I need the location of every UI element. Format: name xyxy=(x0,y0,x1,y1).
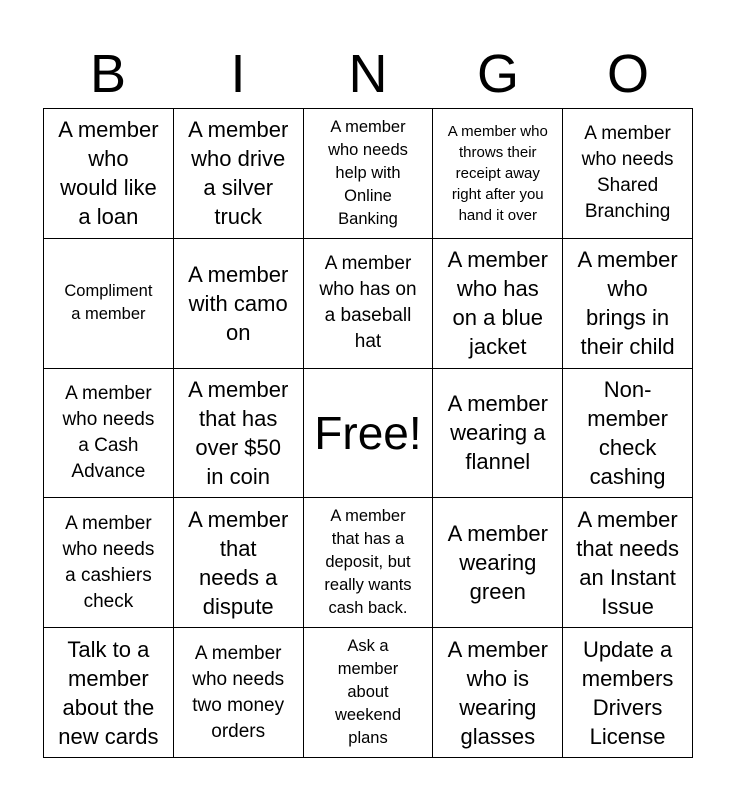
cell-text: Update a members Drivers License xyxy=(581,636,674,749)
header-letter-o: O xyxy=(606,44,649,104)
bingo-cell-1-5[interactable] xyxy=(563,109,693,239)
cell-text: A member who is wearing glasses xyxy=(447,636,548,749)
bingo-cell-2-3[interactable] xyxy=(304,239,434,369)
cell-text: A member wearing a flannel xyxy=(447,391,548,475)
bingo-cell-3-4[interactable] xyxy=(433,369,563,499)
cell-text: Compliment a member xyxy=(64,282,153,324)
bingo-header xyxy=(43,40,693,108)
bingo-cell-4-4[interactable] xyxy=(433,498,563,628)
cell-text: A member that needs an Instant Issue xyxy=(576,506,679,619)
header-letter-b: B xyxy=(89,44,127,104)
cell-text: A member who needs a cashiers check xyxy=(62,512,155,612)
cell-text: A member who would like a loan xyxy=(58,117,159,230)
bingo-cell-2-4[interactable] xyxy=(433,239,563,369)
bingo-cell-4-3[interactable] xyxy=(304,498,434,628)
cell-text: A member that has a deposit, but really wants cash back. xyxy=(324,507,412,618)
header-letter-n: N xyxy=(348,44,388,104)
cell-text: A member who brings in their child xyxy=(577,247,678,360)
bingo-cell-1-2[interactable] xyxy=(174,109,304,239)
bingo-cell-2-5[interactable] xyxy=(563,239,693,369)
bingo-cell-5-3[interactable] xyxy=(304,628,434,758)
bingo-cell-5-4[interactable] xyxy=(433,628,563,758)
bingo-cell-2-1[interactable] xyxy=(44,239,174,369)
bingo-cell-5-1[interactable] xyxy=(44,628,174,758)
header-letter-g: G xyxy=(476,44,519,104)
cell-text: Talk to a member about the new cards xyxy=(58,636,159,749)
bingo-cell-1-3[interactable] xyxy=(304,109,434,239)
bingo-cell-2-2[interactable] xyxy=(174,239,304,369)
cell-text: A member that has over $50 in coin xyxy=(188,376,289,489)
cell-text: A member who needs two money orders xyxy=(192,642,285,742)
bingo-cell-4-2[interactable] xyxy=(174,498,304,628)
bingo-cell-5-5[interactable] xyxy=(563,628,693,758)
cell-text: A member who has on a blue jacket xyxy=(447,247,548,360)
cell-text: A member who drive a silver truck xyxy=(188,117,289,230)
bingo-cell-1-1[interactable] xyxy=(44,109,174,239)
cell-text: Ask a member about weekend plans xyxy=(334,637,402,748)
cell-text: A member wearing green xyxy=(447,521,548,605)
bingo-cell-4-5[interactable] xyxy=(563,498,693,628)
cell-text: A member who needs help with Online Banking xyxy=(328,117,408,228)
bingo-cell-3-5[interactable] xyxy=(563,369,693,499)
bingo-cell-3-2[interactable] xyxy=(174,369,304,499)
cell-text: A member that needs a dispute xyxy=(188,506,289,619)
bingo-cell-1-4[interactable] xyxy=(433,109,563,239)
cell-text: A member who has on a baseball hat xyxy=(319,253,417,353)
bingo-cell-3-1[interactable] xyxy=(44,369,174,499)
bingo-card-grid xyxy=(43,108,693,758)
bingo-cell-5-2[interactable] xyxy=(174,628,304,758)
bingo-cell-free-space[interactable] xyxy=(304,369,434,499)
bingo-cell-4-1[interactable] xyxy=(44,498,174,628)
cell-text: A member who throws their receipt away right after you hand it over xyxy=(447,122,548,224)
cell-text: A member who needs a Cash Advance xyxy=(62,382,155,482)
header-letter-i: I xyxy=(230,44,246,104)
cell-text: Non- member check cashing xyxy=(587,376,668,489)
cell-text: A member who needs Shared Branching xyxy=(581,123,674,223)
free-space-text: Free! xyxy=(314,406,422,459)
cell-text: A member with camo on xyxy=(188,261,289,345)
